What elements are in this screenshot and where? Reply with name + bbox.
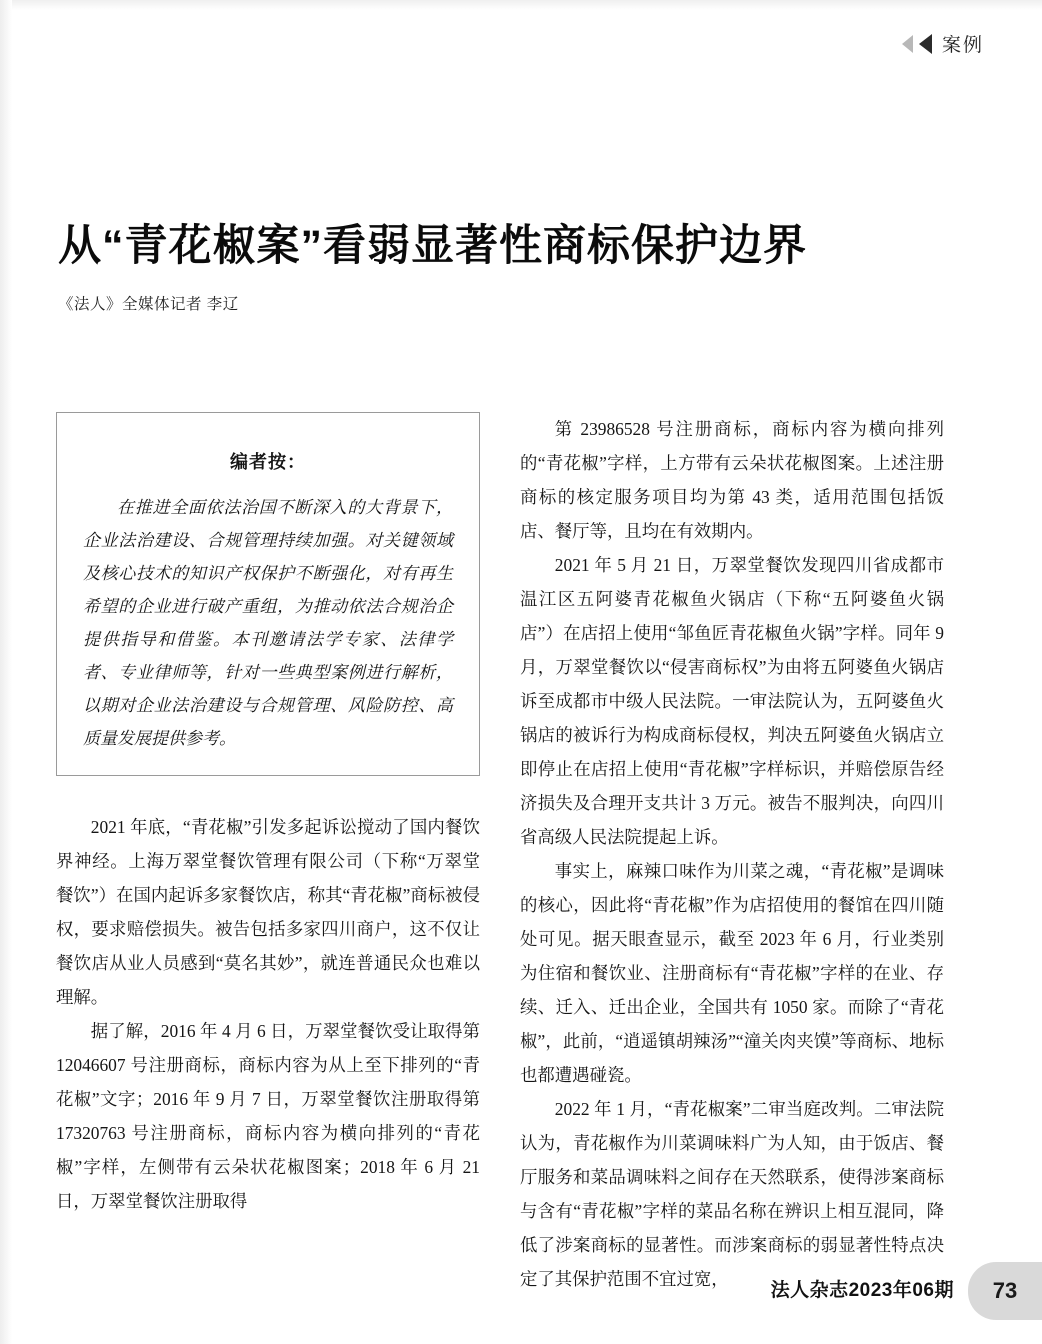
paragraph: 第 23986528 号注册商标，商标内容为横向排列的“青花椒”字样，上方带有云朵状花椒图案。上述注册商标的核定服务项目均为第 43 类，适用范围包括饭店、餐厅等，且均在有效期内。 (520, 419, 944, 541)
left-column (56, 412, 480, 1218)
paragraph: 据了解，2016 年 4 月 6 日，万翠堂餐饮受让取得第 12046607 号注册商标，商标内容为从上至下排列的“青花椒”文字；2016 年 9 月 7 日，万翠堂餐饮注册取得第 17320763 号注册商标，商标内容为横向排列的“青花椒”字样，左侧带有云朵状花椒图案；2018 年 6 月 21 日，万翠堂餐饮注册取得 (56, 1021, 480, 1211)
section-label: 案例 (941, 35, 984, 56)
paragraph: 事实上，麻辣口味作为川菜之魂，“青花椒”是调味的核心，因此将“青花椒”作为店招使用的餐馆在四川随处可见。据天眼查显示，截至 2023 年 6 月，行业类别为住宿和餐饮业、注册商标有“青花椒”字样的在业、存续、迁入、迁出企业，全国共有 1050 家。而除了“青花椒”，此前，“逍遥镇胡辣汤”“潼关肉夹馍”等商标、地标也都遭遇碰瓷。 (520, 861, 944, 1085)
editor-note-body: 在推进全面依法治国不断深入的大背景下，企业法治建设、合规管理持续加强。对关键领域及核心技术的知识产权保护不断强化，对有再生希望的企业进行破产重组，为推动依法合规治企提供指导和借鉴。本刊邀请法学专家、法律学者、专业律师等，针对一些典型案例进行解析，以期对企业法治建设与合规管理、风险防控、高质量发展提供参考。 (83, 498, 453, 748)
page-title: 从“青花椒案”看弱显著性商标保护边界 (58, 221, 807, 270)
right-column (520, 412, 944, 1296)
footer-publication: 法人杂志2023年06期 (770, 1280, 954, 1301)
page-number-badge: 73 (968, 1262, 1042, 1320)
scan-edge-top (0, 0, 1042, 10)
triangle-left-outline-icon (902, 35, 913, 53)
paragraph: 2021 年 5 月 21 日，万翠堂餐饮发现四川省成都市温江区五阿婆青花椒鱼火锅店（下称“五阿婆鱼火锅店”）在店招上使用“邹鱼匠青花椒鱼火锅”字样。同年 9 月，万翠堂餐饮以“侵害商标权”为由将五阿婆鱼火锅店诉至成都市中级人民法院。一审法院认为，五阿婆鱼火锅店的被诉行为构成商标侵权，判决五阿婆鱼火锅店立即停止在店招上使用“青花椒”字样标识，并赔偿原告经济损失及合理开支共计 3 万元。被告不服判决，向四川省高级人民法院提起上诉。 (520, 555, 944, 847)
editor-note-title: 编者按： (230, 452, 306, 472)
paragraph: 2021 年底，“青花椒”引发多起诉讼搅动了国内餐饮界神经。上海万翠堂餐饮管理有限公司（下称“万翠堂餐饮”）在国内起诉多家餐饮店，称其“青花椒”商标被侵权，要求赔偿损失。被告包括多家四川商户，这不仅让餐饮店从业人员感到“莫名其妙”，就连普通民众也难以理解。 (56, 817, 480, 1007)
scan-edge-left (0, 0, 12, 1344)
paragraph: 2022 年 1 月，“青花椒案”二审当庭改判。二审法院认为，青花椒作为川菜调味料广为人知，由于饭店、餐厅服务和菜品调味料之间存在天然联系，使得涉案商标与含有“青花椒”字样的菜品名称在辨识上相互混同，降低了涉案商标的显著性。而涉案商标的弱显著性特点决定了其保护范围不宜过宽， (520, 1099, 944, 1289)
triangle-left-solid-icon (919, 34, 932, 54)
editor-note-box (56, 412, 480, 776)
byline: 《法人》全媒体记者 李辽 (58, 296, 239, 313)
page-header (902, 30, 984, 57)
